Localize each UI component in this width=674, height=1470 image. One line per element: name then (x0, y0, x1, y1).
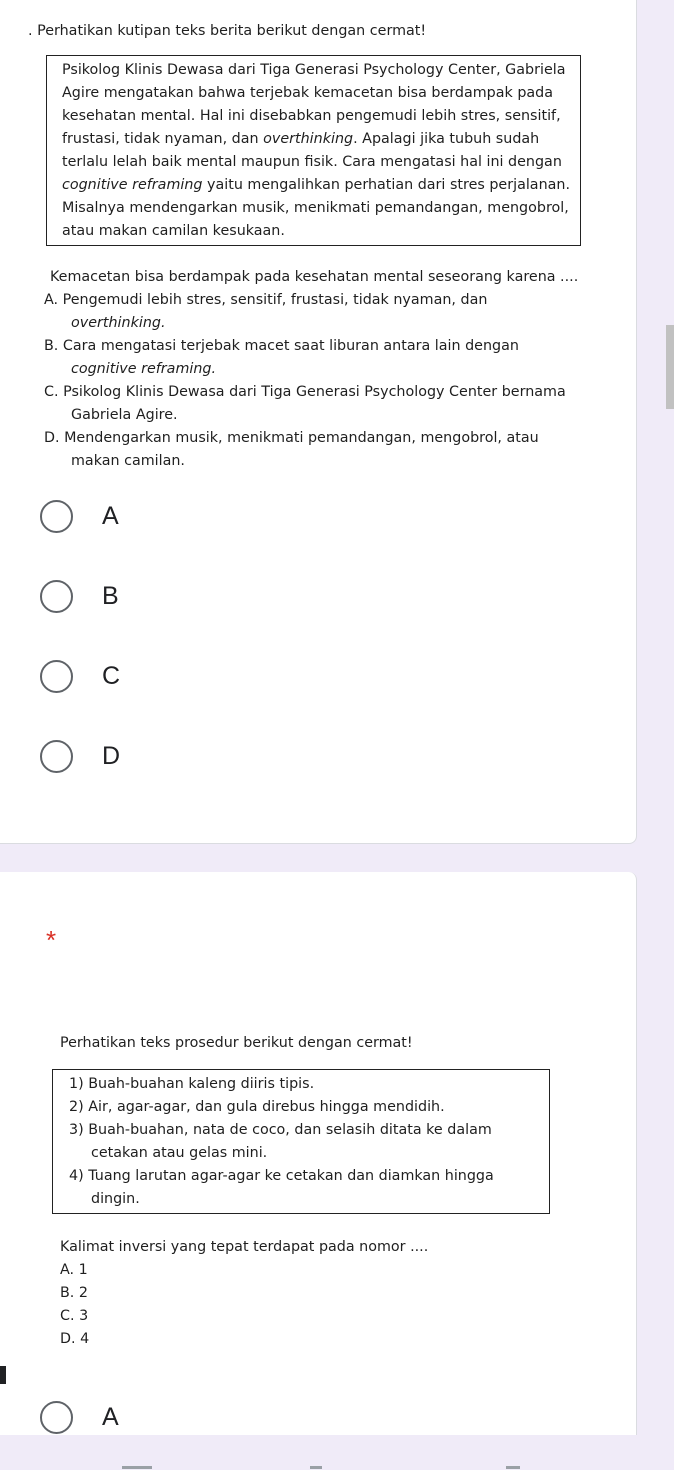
choice-label: D (102, 741, 121, 770)
q1-choice-a[interactable] (40, 496, 119, 536)
choice-label: A (102, 501, 119, 530)
choice-label: B (102, 581, 119, 610)
q1-option-list (28, 289, 608, 473)
excerpt-line: cognitive reframing yaitu mengalihkan perhatian dari stres perjalanan. (62, 177, 571, 193)
q1-question: Kemacetan bisa berdampak pada kesehatan mental seseorang karena .... (50, 269, 579, 285)
excerpt-line: Psikolog Klinis Dewasa dari Tiga Generasi Psychology Center, Gabriela (62, 62, 566, 78)
news-excerpt-box (46, 55, 581, 246)
q1-option-b-cont: cognitive reframing. (71, 361, 217, 377)
q1-option-a: A. Pengemudi lebih stres, sensitif, frustasi, tidak nyaman, dan (44, 292, 488, 308)
q2-option-a: A. 1 (60, 1262, 88, 1278)
q2-option-b: B. 2 (60, 1285, 88, 1301)
excerpt-line: frustasi, tidak nyaman, dan overthinking. Apalagi jika tubuh sudah (62, 131, 540, 147)
q2-option-c: C. 3 (60, 1308, 89, 1324)
q1-option-d-cont: makan camilan. (71, 453, 185, 469)
procedure-box (52, 1069, 550, 1214)
question-image-1 (28, 20, 608, 473)
choice-label: C (102, 661, 121, 690)
radio-button[interactable] (40, 740, 73, 773)
radio-button[interactable] (40, 580, 73, 613)
question-image-2 (60, 1032, 580, 1351)
q1-option-d: D. Mendengarkan musik, menikmati pemandangan, mengobrol, atau (44, 430, 539, 446)
question-card-2 (0, 872, 637, 1435)
q1-instruction: . Perhatikan kutipan teks berita berikut dengan cermat! (28, 23, 427, 39)
procedure-step: 3) Buah-buahan, nata de coco, dan selasih ditata ke dalam (69, 1122, 492, 1138)
q1-option-a-cont: overthinking. (71, 315, 166, 331)
radio-button[interactable] (40, 500, 73, 533)
choice-label: A (102, 1402, 119, 1431)
procedure-step: 2) Air, agar-agar, dan gula direbus hingga mendidih. (69, 1099, 445, 1115)
required-asterisk: * (46, 925, 57, 955)
bottom-tick (122, 1466, 152, 1469)
procedure-step: cetakan atau gelas mini. (91, 1145, 268, 1161)
q2-option-d: D. 4 (60, 1331, 90, 1347)
q1-option-c: C. Psikolog Klinis Dewasa dari Tiga Generasi Psychology Center bernama (44, 384, 566, 400)
radio-button[interactable] (40, 1401, 73, 1434)
excerpt-line: Agire mengatakan bahwa terjebak kemacetan bisa berdampak pada (62, 85, 553, 101)
procedure-step: dingin. (91, 1191, 140, 1207)
excerpt-line: kesehatan mental. Hal ini disebabkan pengemudi lebih stres, sensitif, (62, 108, 561, 124)
excerpt-line: atau makan camilan kesukaan. (62, 223, 285, 239)
q2-instruction: Perhatikan teks prosedur berikut dengan cermat! (60, 1035, 413, 1051)
bottom-tick (506, 1466, 520, 1469)
procedure-step: 4) Tuang larutan agar-agar ke cetakan dan diamkan hingga (69, 1168, 494, 1184)
excerpt-line: Misalnya mendengarkan musik, menikmati pemandangan, mengobrol, (62, 200, 569, 216)
q1-choice-c[interactable] (40, 656, 120, 696)
q1-option-b: B. Cara mengatasi terjebak macet saat liburan antara lain dengan (44, 338, 519, 354)
excerpt-line: terlalu lelah baik mental maupun fisik. Cara mengatasi hal ini dengan (62, 154, 562, 170)
radio-button[interactable] (40, 660, 73, 693)
bottom-bar (0, 1435, 674, 1470)
q2-choice-a[interactable] (40, 1397, 119, 1437)
q1-option-c-cont: Gabriela Agire. (71, 407, 178, 423)
side-marker (0, 1366, 6, 1384)
q1-choice-d[interactable] (40, 736, 120, 776)
q1-choice-b[interactable] (40, 576, 119, 616)
scrollbar-thumb[interactable] (666, 325, 674, 409)
procedure-step: 1) Buah-buahan kaleng diiris tipis. (69, 1076, 315, 1092)
q2-question: Kalimat inversi yang tepat terdapat pada nomor .... (60, 1239, 429, 1255)
bottom-tick (310, 1466, 322, 1469)
